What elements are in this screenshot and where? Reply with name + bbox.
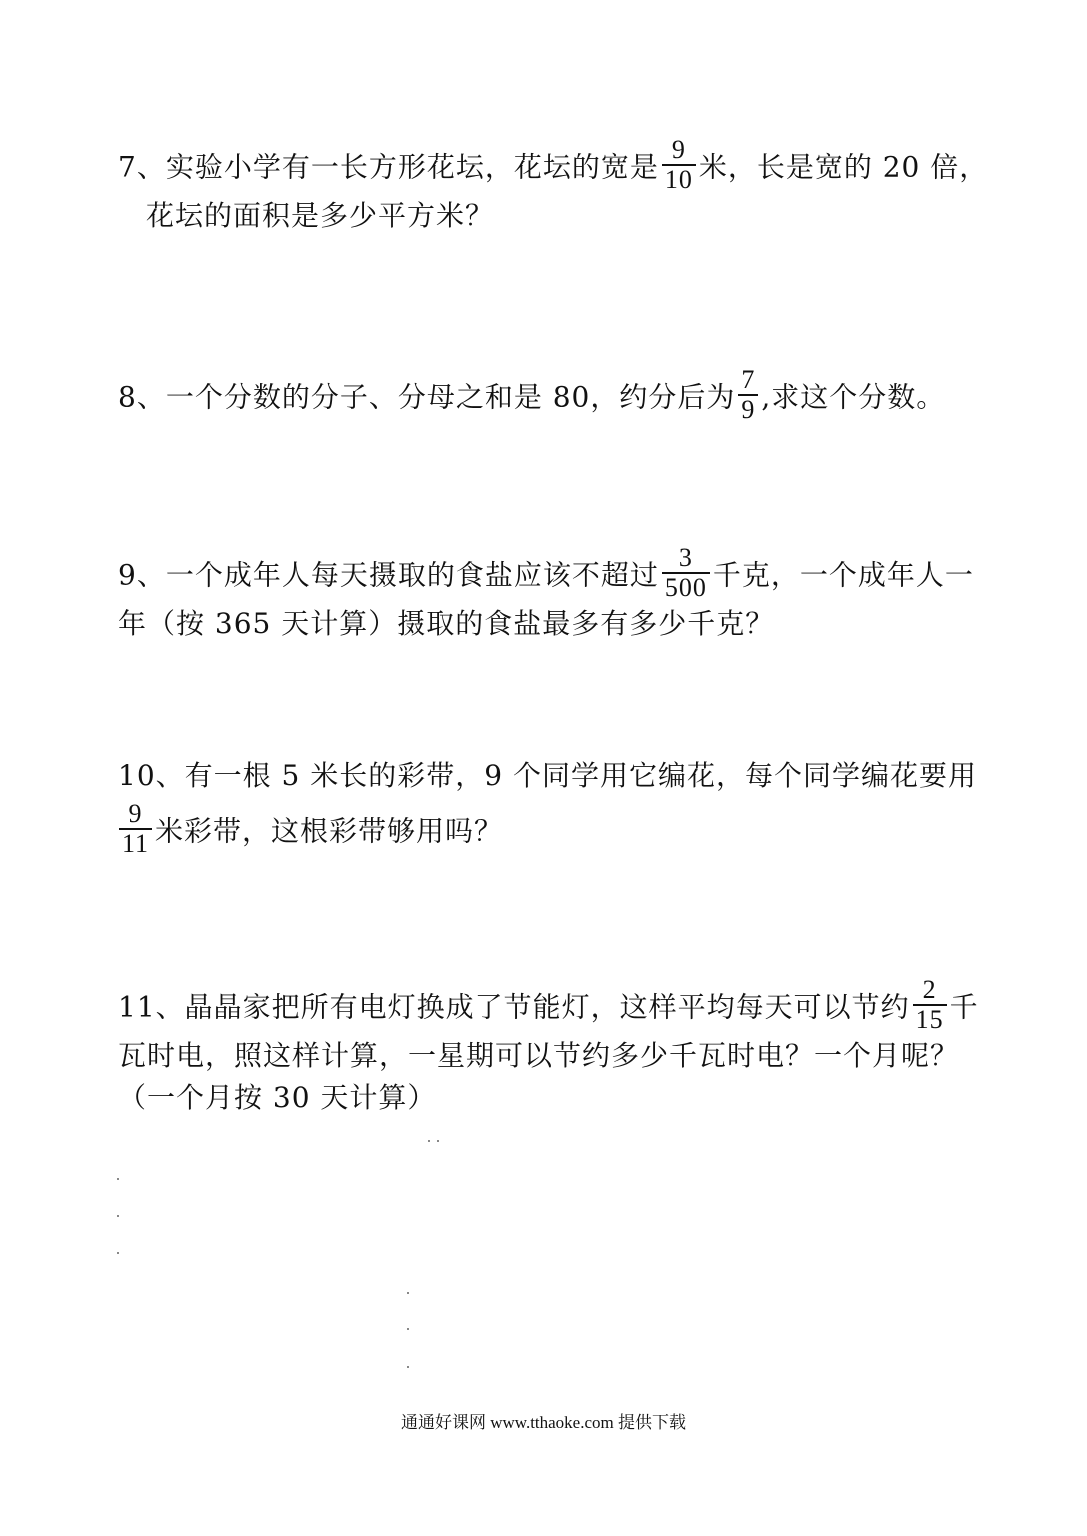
scan-speck bbox=[117, 1215, 119, 1217]
fraction-numerator: 3 bbox=[678, 543, 693, 572]
problem-number: 9、 bbox=[118, 558, 166, 592]
fraction-numerator: 9 bbox=[671, 135, 686, 164]
problem-7-line-2: 花坛的面积是多少平方米？ bbox=[146, 199, 495, 232]
fraction bbox=[662, 136, 696, 194]
problem-number: 11、 bbox=[118, 990, 185, 1024]
problem-text: 一个分数的分子、分母之和是 80，约分后为 bbox=[165, 380, 736, 414]
fraction bbox=[738, 366, 758, 424]
problem-8-line-1 bbox=[118, 365, 946, 428]
problem-9-line-1 bbox=[118, 543, 974, 606]
problem-text: 米彩带，这根彩带够用吗？ bbox=[155, 814, 504, 848]
problem-11-line-3: （一个月按 30 天计算） bbox=[118, 1081, 437, 1114]
footer-credit: 通通好课网 www.tthaoke.com 提供下载 bbox=[400, 1413, 687, 1432]
problem-text: ,求这个分数。 bbox=[761, 380, 946, 414]
fraction-denominator: 10 bbox=[662, 164, 696, 194]
problem-11-line-2: 瓦时电，照这样计算，一星期可以节约多少千瓦时电？一个月呢？ bbox=[118, 1039, 960, 1072]
problem-10-line-1 bbox=[118, 756, 977, 796]
problem-11-line-1 bbox=[118, 975, 979, 1038]
problem-number: 8、 bbox=[118, 380, 166, 414]
fraction-numerator: 9 bbox=[128, 799, 143, 828]
problem-text: 千克，一个成年人一 bbox=[712, 558, 974, 592]
problem-7-line-1 bbox=[118, 135, 989, 198]
problem-text: 一个成年人每天摄取的食盐应该不超过 bbox=[165, 558, 659, 592]
scan-speck bbox=[117, 1252, 119, 1254]
problem-text: 晶晶家把所有电灯换成了节能灯，这样平均每天可以节约 bbox=[184, 990, 910, 1024]
problem-number: 7、 bbox=[118, 150, 166, 184]
fraction bbox=[913, 976, 947, 1034]
problem-10-line-2 bbox=[116, 799, 504, 862]
fraction-numerator: 7 bbox=[741, 365, 756, 394]
problem-text: 实验小学有一长方形花坛，花坛的宽是 bbox=[165, 150, 659, 184]
scan-speck bbox=[407, 1292, 409, 1294]
fraction-denominator: 9 bbox=[738, 394, 758, 424]
fraction-denominator: 500 bbox=[662, 572, 710, 602]
fraction-denominator: 11 bbox=[119, 828, 152, 858]
problem-9-line-2: 年（按 365 天计算）摄取的食盐最多有多少千克？ bbox=[118, 607, 775, 640]
scan-speck bbox=[428, 1140, 430, 1142]
problem-text: 有一根 5 米长的彩带，9 个同学用它编花，每个同学编花要用 bbox=[184, 759, 977, 792]
fraction bbox=[119, 800, 152, 858]
scan-speck bbox=[437, 1140, 439, 1142]
scan-speck bbox=[407, 1366, 409, 1368]
scan-speck bbox=[407, 1328, 409, 1330]
problem-text: 米，长是宽的 20 倍， bbox=[698, 150, 989, 184]
problem-number: 10、 bbox=[118, 759, 185, 792]
problem-text: 千 bbox=[949, 990, 979, 1024]
scan-speck bbox=[117, 1178, 119, 1180]
fraction-denominator: 15 bbox=[913, 1004, 947, 1034]
fraction bbox=[662, 544, 710, 602]
fraction-numerator: 2 bbox=[922, 975, 937, 1004]
